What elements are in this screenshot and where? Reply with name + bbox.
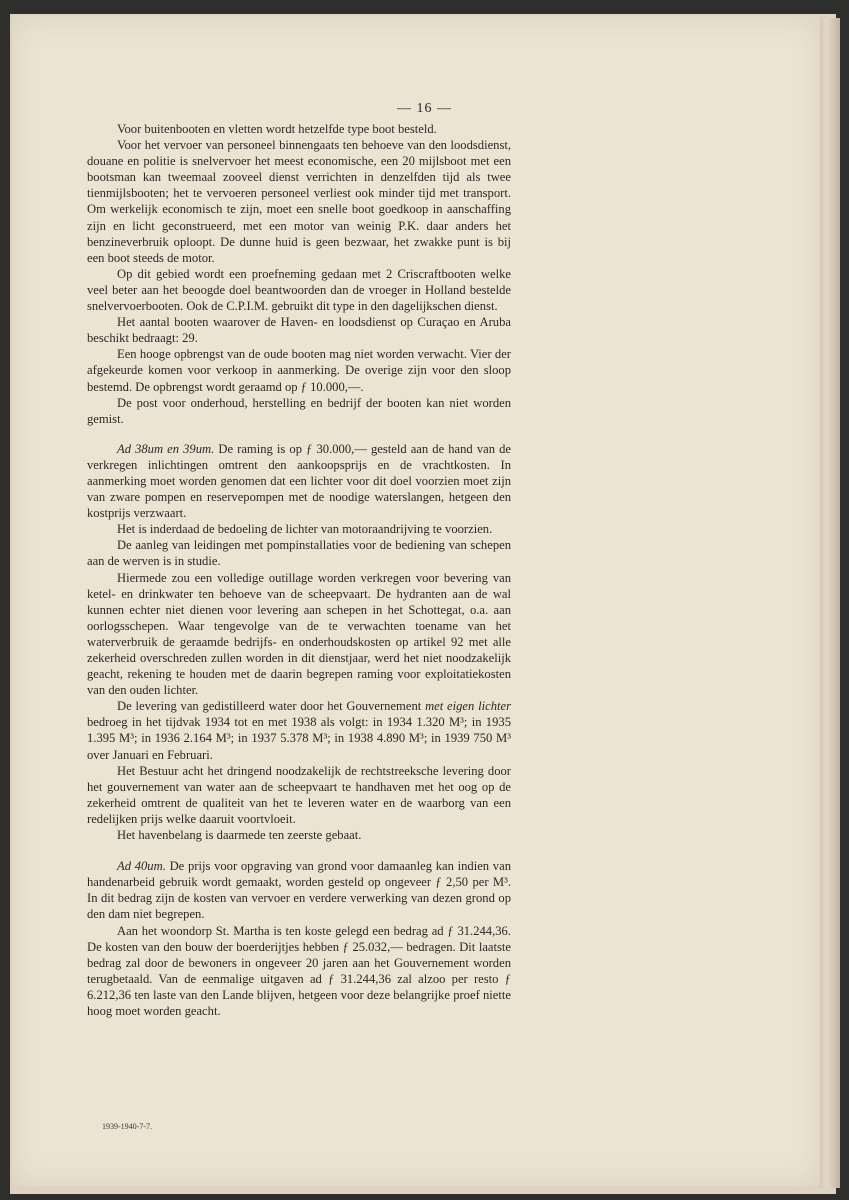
paragraph: Het is inderdaad de bedoeling de lichter van motoraandrijving te voorzien. — [117, 522, 493, 537]
page-number: — 16 — — [397, 101, 452, 116]
text-span: bedroeg in het tijdvak 1934 tot en met 1938 als volgt: in 1934 1.320 M³; in 1935 1.395 M³; in 1936 2.164 M³; in 1937 5.378 M³; in 1938 4.890 M³; in 1939 750 M³ over Januari en Februari. — [87, 715, 511, 762]
section-heading: Ad 38um en 39um. — [117, 441, 215, 456]
italic-phrase: met eigen lichter — [425, 699, 511, 714]
section-text: De prijs voor opgraving van grond voor damaanleg kan indien van handenarbeid gebruik wordt gemaakt, worden gesteld op ongeveer ƒ 2,50 per M³. In dit bedrag zijn de kosten van vervoer en verdere verwerking van dezen grond op den dam niet begrepen. — [87, 859, 511, 922]
paragraph: Het Bestuur acht het dringend noodzakelijk de rechtstreeksche levering door het gouvernement van water aan de scheepvaart te handhaven met het oog op de zekerheid omtrent de qualiteit van het te leveren water en de waarborg van een redelijken prijs welke daaruit voortvloeit. — [87, 763, 511, 826]
section-38-39 — [87, 441, 511, 521]
paragraph: Het havenbelang is daarmede ten zeerste gebaat. — [117, 828, 362, 843]
section-40 — [87, 858, 511, 922]
paragraph: De post voor onderhoud, herstelling en bedrijf der booten kan niet worden gemist. — [87, 395, 511, 426]
paragraph: Aan het woondorp St. Martha is ten koste gelegd een bedrag ad ƒ 31.244,36. De kosten van den bouw der boerderijtjes hebben ƒ 25.032,— bedragen. Dit laatste bedrag zal door de bewoners in ongeveer 20 jaren aan het Gouvernement worden terugbetaald. Van de eenmalige uitgaven ad ƒ 31.244,36 zal alzoo per resto ƒ 6.212,36 ten laste van den Lande blijven, hetgeen voor deze belangrijke proef niette hoog moet worden geacht. — [87, 923, 511, 1018]
paragraph: Voor het vervoer van personeel binnengaats ten behoeve van den loodsdienst, douane en politie is snelvervoer het meest economische, een 20 mijlsboot met een bootsman kan tweemaal zooveel dienst verrichten in denzelfden tijd als twee tienmijlsbooten; het te vervoeren personeel verliest ook minder tijd met transport. Om werkelijk economisch te zijn, moet een snelle boot goedkoop in aanschaffing zijn en licht geconstrueerd, met een motor van weinig P.K. daar anders het benzineverbruik oploopt. De dunne huid is geen bezwaar, het zwakke punt is bij een boot steeds de motor. — [87, 138, 511, 265]
paragraph: Het aantal booten waarover de Haven- en loodsdienst op Curaçao en Aruba beschikt bedraagt: 29. — [87, 315, 511, 346]
paragraph-water-delivery — [87, 698, 511, 762]
paragraph: Voor buitenbooten en vletten wordt hetzelfde type boot besteld. — [117, 122, 437, 136]
paragraph: Op dit gebied wordt een proefneming gedaan met 2 Criscraftbooten welke veel beter aan het beoogde doel beantwoorden dan de vroeger in Holland bestelde snelvervoerbooten. Ook de C.P.I.M. gebruikt dit type in den dagelijkschen dienst. — [87, 266, 511, 314]
paragraph: Hiermede zou een volledige outillage worden verkregen voor bevering van ketel- en drinkwater ten behoeve van de scheepvaart. De hydranten aan de wal kunnen echter niet dienen voor levering aan schepen in het Schottegat, o.a. aan oorlogsschepen. Waar tengevolge van de te verwachten toename van het waterverbruik de geraamde bedrijfs- en onderhoudskosten op artikel 92 met alle zekerheid overschreden zullen worden in dit dienstjaar, werd het niet noodzakelijk geacht, rekening te houden met de daarin begrepen raming voor exploitatiekosten van den ouden lichter. — [87, 570, 511, 698]
section-text: De raming is op ƒ 30.000,— gesteld aan de hand van de verkregen inlichtingen omtrent den aankoopsprijs en de vrachtkosten. In aanmerking moet worden genomen dat een lichter voor dit doel voorzien moet zijn van zware pompen en reservepompen met de noodige waterslangen, hetgeen den kostprijs verzwaart. — [87, 441, 511, 521]
body-text — [87, 121, 511, 1019]
section-heading: Ad 40um. — [117, 859, 166, 874]
paragraph: Een hooge opbrengst van de oude booten mag niet worden verwacht. Vier der afgekeurde komen voor verkoop in aanmerking. De overige zijn voor den sloop bestemd. De opbrengst wordt geraamd op ƒ 10.000,—. — [87, 347, 511, 394]
page-edge — [818, 18, 840, 1188]
text-span: De levering van gedistilleerd water door het Gouvernement — [117, 699, 422, 714]
paragraph: De aanleg van leidingen met pompinstallaties voor de bediening van schepen aan de werven is in studie. — [87, 538, 511, 569]
footer-print-code: 1939-1940-7-7. — [102, 1122, 152, 1131]
